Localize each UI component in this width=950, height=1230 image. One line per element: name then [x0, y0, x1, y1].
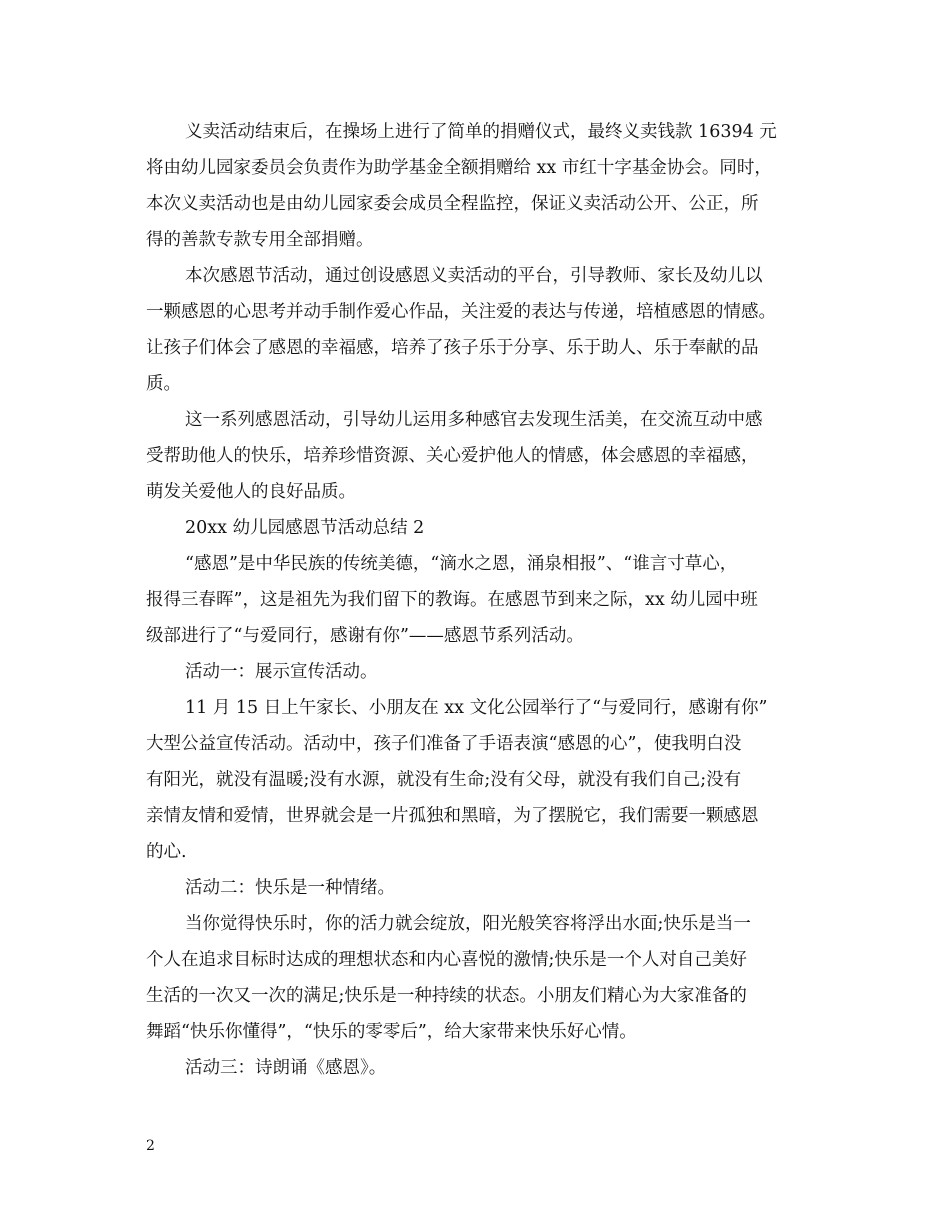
text-line: 本次义卖活动也是由幼儿园家委会成员全程监控，保证义卖活动公开、公正，所 [146, 194, 759, 214]
text-line: 一颗感恩的心思考并动手制作爱心作品，关注爱的表达与传递，培植感恩的情感。 [146, 302, 776, 322]
text-line: 这一系列感恩活动，引导幼儿运用多种感官去发现生活美，在交流互动中感 [185, 410, 763, 430]
text-line: 萌发关爱他人的良好品质。 [146, 482, 356, 502]
text-line: 舞蹈“快乐你懂得”，“快乐的零零后”，给大家带来快乐好心情。 [146, 1022, 637, 1042]
text-line: 活动一：展示宣传活动。 [185, 662, 378, 682]
text-line: 活动二：快乐是一种情绪。 [185, 878, 395, 898]
text-line: 活动三：诗朗诵《感恩》。 [185, 1058, 387, 1078]
text-line: 11 月 15 日上午家长、小朋友在 xx 文化公园举行了“与爱同行，感谢有你” [185, 698, 768, 718]
text-line: 报得三春晖”，这是祖先为我们留下的教诲。在感恩节到来之际，xx 幼儿园中班 [146, 590, 758, 610]
text-line: 亲情友情和爱情，世界就会是一片孤独和黑暗，为了摆脱它，我们需要一颗感恩 [146, 806, 759, 826]
text-line: 的心. [146, 842, 187, 862]
page-number: 2 [146, 1138, 155, 1154]
text-line: 受帮助他人的快乐，培养珍惜资源、关心爱护他人的情感，体会感恩的幸福感， [146, 446, 759, 466]
text-line: 本次感恩节活动，通过创设感恩义卖活动的平台，引导教师、家长及幼儿以 [185, 266, 763, 286]
text-line: 得的善款专款专用全部捐赠。 [146, 230, 374, 250]
text-line: 生活的一次又一次的满足;快乐是一种持续的状态。小朋友们精心为大家准备的 [146, 986, 747, 1006]
text-line: 将由幼儿园家委员会负责作为助学基金全额捐赠给 xx 市红十字基金协会。同时， [146, 158, 772, 178]
section-heading: 20xx 幼儿园感恩节活动总结 2 [185, 518, 425, 538]
text-line: 当你觉得快乐时，你的活力就会绽放，阳光般笑容将浮出水面;快乐是当一 [185, 914, 751, 934]
text-line: “感恩”是中华民族的传统美德，“滴水之恩，涌泉相报”、“谁言寸草心， [185, 554, 738, 574]
text-line: 义卖活动结束后，在操场上进行了简单的捐赠仪式，最终义卖钱款 16394 元 [185, 122, 777, 142]
text-line: 个人在追求目标时达成的理想状态和内心喜悦的激情;快乐是一个人对自己美好 [146, 950, 747, 970]
text-line: 有阳光，就没有温暖;没有水源，就没有生命;没有父母，就没有我们自己;没有 [146, 770, 742, 790]
text-line: 级部进行了“与爱同行，感谢有你”——感恩节系列活动。 [146, 626, 584, 646]
text-line: 让孩子们体会了感恩的幸福感，培养了孩子乐于分享、乐于助人、乐于奉献的品 [146, 338, 759, 358]
text-line: 质。 [146, 374, 181, 394]
text-line: 大型公益宣传活动。活动中，孩子们准备了手语表演“感恩的心”，使我明白没 [146, 734, 742, 754]
